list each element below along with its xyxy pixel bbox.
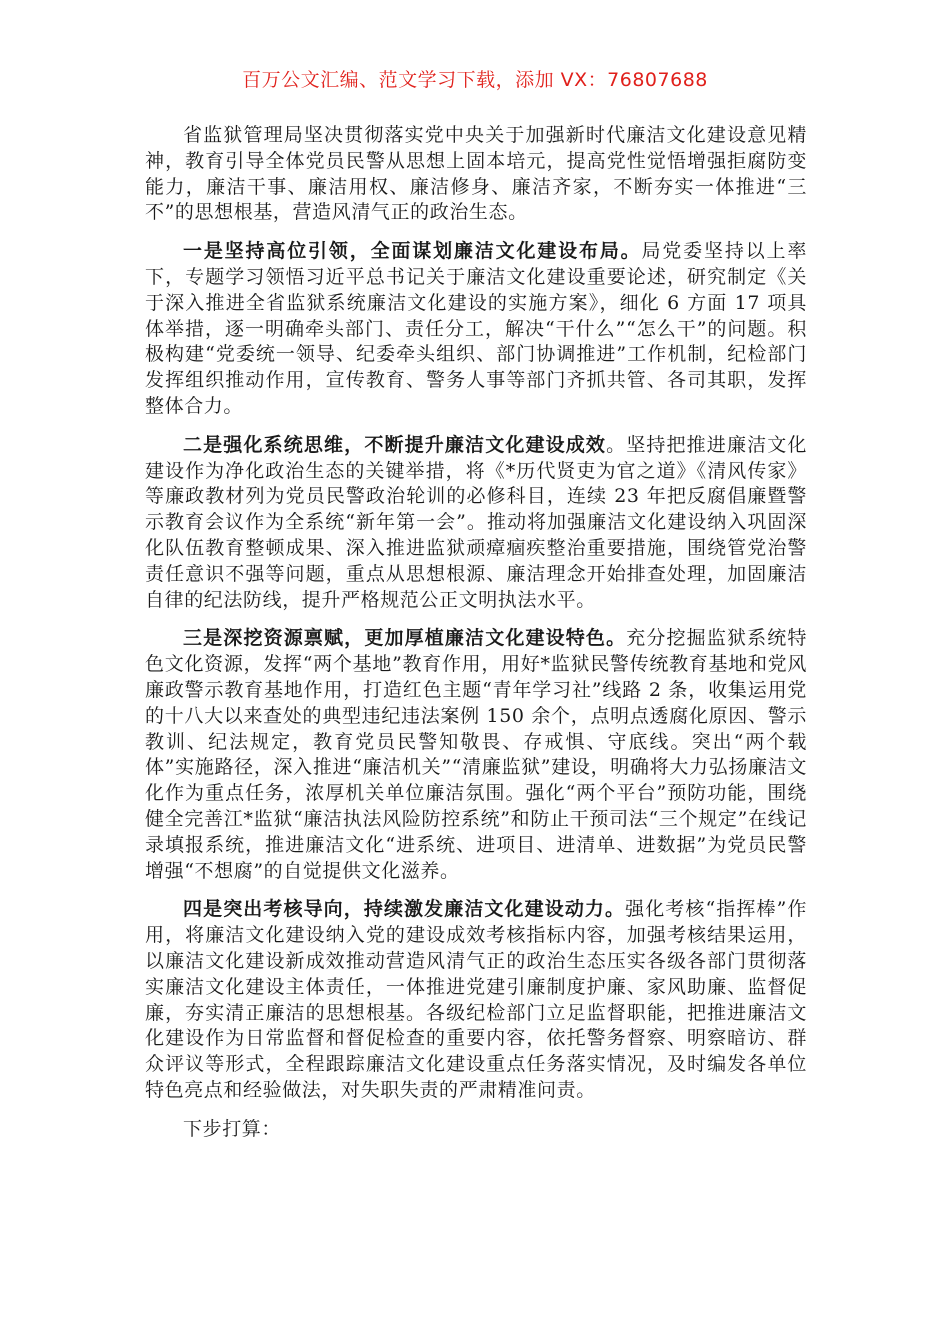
paragraph-point-3 — [145, 626, 807, 884]
paragraph-point-2 — [145, 433, 807, 614]
paragraph-text: 。坚持把推进廉洁文化建设作为净化政治生态的关键举措，将《*历代贤吏为官之道》《清风传家》等廉政教材列为党员民警政治轮训的必修科目，连续 23 年把反腐倡廉暨警示教育会议作为全系统“新年第一会”。推动将加强廉洁文化建设纳入巩固深化队伍教育整顿成果、深入推进监狱顽瘴痼疾整治重要措施，围绕管党治警责任意识不强等问题，重点从思想根源、廉洁理念开始排查处理，加固廉洁自律的纪法防线，提升严格规范公正文明执法水平。 — [145, 433, 807, 611]
paragraph-text: 局党委坚持以上率下，专题学习领悟习近平总书记关于廉洁文化建设重要论述，研究制定《关于深入推进全省监狱系统廉洁文化建设的实施方案》，细化 6 方面 17 项具体举措，逐一明确牵头部门、责任分工，解决“干什么”“怎么干”的问题。积极构建“党委统一领导、纪委牵头组织、部门协调推进”工作机制，纪检部门发挥组织推动作用，宣传教育、警务人事等部门齐抓共管、各司其职，发挥整体合力。 — [145, 240, 807, 417]
paragraph-intro — [145, 123, 807, 226]
paragraph-lead: 一是坚持高位引领，全面谋划廉洁文化建设布局。 — [183, 240, 642, 263]
paragraph-next-steps — [145, 1117, 807, 1143]
header-banner: 百万公文汇编、范文学习下载，添加 VX：76807688 — [242, 69, 708, 91]
paragraph-text: 强化考核“指挥棒”作用，将廉洁文化建设纳入党的建设成效考核指标内容，加强考核结果运用，以廉洁文化建设新成效推动营造风清气正的政治生态压实各级各部门贯彻落实廉洁文化建设主体责任，一体推进党建引廉制度护廉、家风助廉、监督促廉，夯实清正廉洁的思想根基。各级纪检部门立足监督职能，把推进廉洁文化建设作为日常监督和督促检查的重要内容，依托警务督察、明察暗访、群众评议等形式，全程跟踪廉洁文化建设重点任务落实情况，及时编发各单位特色亮点和经验做法，对失职失责的严肃精准问责。 — [145, 898, 807, 1101]
paragraph-lead: 四是突出考核导向，持续激发廉洁文化建设动力。 — [183, 898, 626, 921]
paragraph-text: 下步打算： — [183, 1117, 282, 1140]
document-body — [145, 123, 807, 1155]
paragraph-lead: 三是深挖资源禀赋，更加厚植廉洁文化建设特色。 — [183, 627, 627, 650]
paragraph-text: 省监狱管理局坚决贯彻落实党中央关于加强新时代廉洁文化建设意见精神，教育引导全体党员民警从思想上固本培元，提高党性觉悟增强拒腐防变能力，廉洁干事、廉洁用权、廉洁修身、廉洁齐家，不断夯实一体推进“三不”的思想根基，营造风清气正的政治生态。 — [145, 124, 807, 224]
paragraph-text: 充分挖掘监狱系统特色文化资源，发挥“两个基地”教育作用，用好*监狱民警传统教育基地和党风廉政警示教育基地作用，打造红色主题“青年学习社”线路 2 条，收集运用党的十八大以来查处的典型违纪违法案例 150 余个，点明点透腐化原因、警示教训、纪法规定，教育党员民警知敬畏、存戒惧、守底线。突出“两个载体”实施路径，深入推进“廉洁机关”“清廉监狱”建设，明确将大力弘扬廉洁文化作为重点任务，浓厚机关单位廉洁氛围。强化“两个平台”预防功能，围绕健全完善江*监狱“廉洁执法风险防控系统”和防止干预司法“三个规定”在线记录填报系统，推进廉洁文化“进系统、进项目、进清单、进数据”为党员民警增强“不想腐”的自觉提供文化滋养。 — [145, 627, 808, 882]
paragraph-lead: 二是强化系统思维，不断提升廉洁文化建设成效 — [183, 433, 607, 456]
paragraph-point-1 — [145, 239, 807, 420]
paragraph-point-4 — [145, 897, 807, 1103]
